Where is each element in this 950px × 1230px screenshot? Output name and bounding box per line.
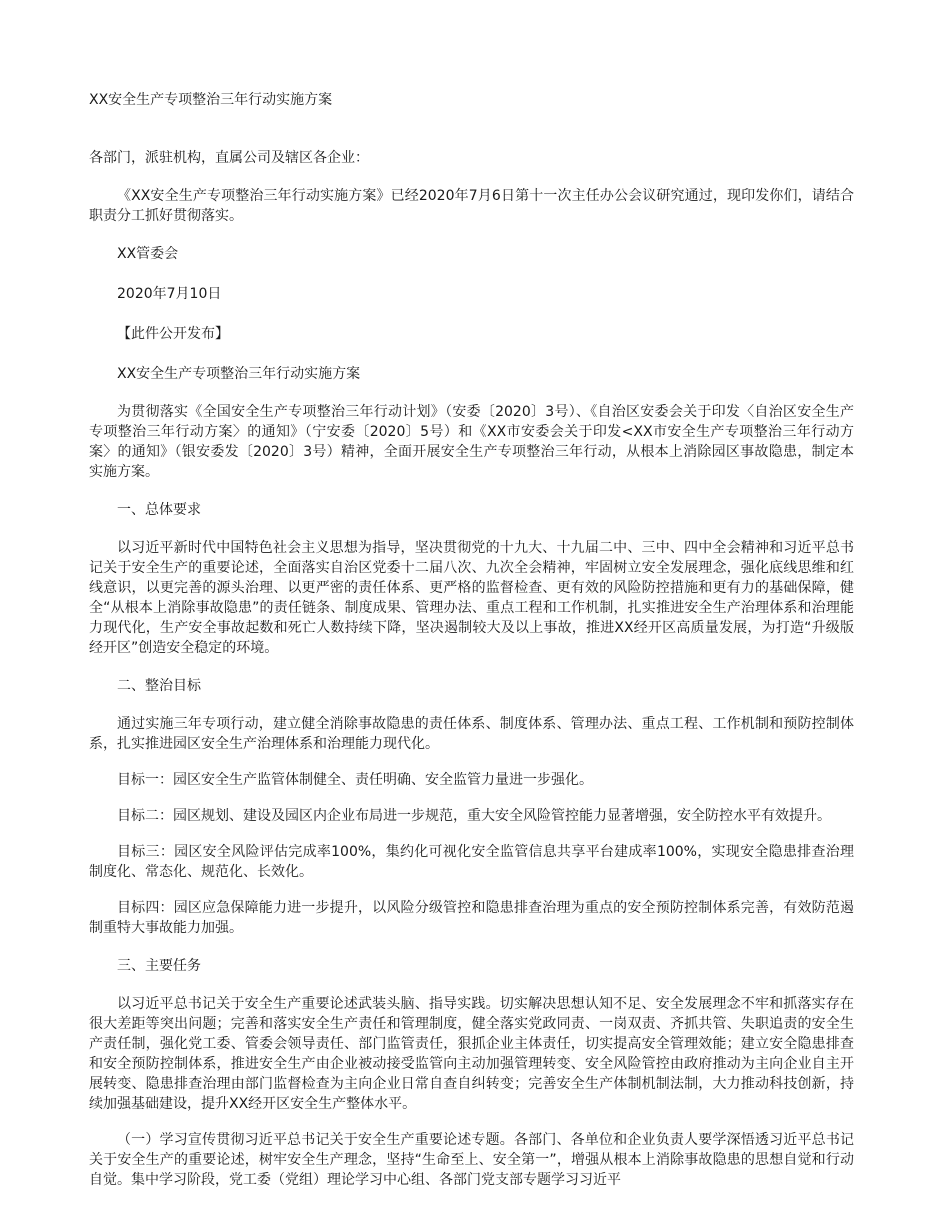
goal-1: 目标一：园区安全生产监管体制健全、责任明确、安全监管力量进一步强化。 <box>117 772 593 788</box>
section-heading-2: 二、整治目标 <box>117 678 201 694</box>
goal-4: 目标四：园区应急保障能力进一步提升，以风险分级管控和隐患排查治理为重点的安全预防控制体系完善，有效防范遏制重特大事故能力加强。 <box>89 900 854 936</box>
task-1-paragraph: （一）学习宣传贯彻习近平总书记关于安全生产重要论述专题。各部门、各单位和企业负责人要学深悟透习近平总书记关于安全生产的重要论述，树牢安全生产理念，坚持“生命至上、安全第一”，增强从根本上消除事故隐患的思想自觉和行动自觉。集中学习阶段，党工委（党组）理论学习中心组、各部门党支部专题学习习近平 <box>89 1132 854 1188</box>
plan-title: XX安全生产专项整治三年行动实施方案 <box>117 366 361 382</box>
goal-3: 目标三：园区安全风险评估完成率100%，集约化可视化安全监管信息共享平台建成率100%，实现安全隐患排查治理制度化、常态化、规范化、长效化。 <box>89 844 854 880</box>
section-heading-3: 三、主要任务 <box>117 958 201 974</box>
document-title: XX安全生产专项整治三年行动实施方案 <box>89 92 333 108</box>
issue-date: 2020年7月10日 <box>117 286 222 302</box>
intro-paragraph: 《XX安全生产专项整治三年行动实施方案》已经2020年7月6日第十一次主任办公会议研究通过，现印发你们，请结合职责分工抓好贯彻落实。 <box>89 188 854 224</box>
goal-2: 目标二：园区规划、建设及园区内企业布局进一步规范，重大安全风险管控能力显著增强，安全防控水平有效提升。 <box>117 808 831 824</box>
section-2-paragraph: 通过实施三年专项行动，建立健全消除事故隐患的责任体系、制度体系、管理办法、重点工程、工作机制和预防控制体系，扎实推进园区安全生产治理体系和治理能力现代化。 <box>89 716 854 752</box>
salutation: 各部门，派驻机构，直属公司及辖区各企业： <box>89 150 369 166</box>
document-body <box>89 88 854 1190</box>
preamble-paragraph: 为贯彻落实《全国安全生产专项整治三年行动计划》（安委〔2020〕3号）、《自治区安委会关于印发〈自治区安全生产专项整治三年行动方案〉的通知》（宁安委〔2020〕5号）和《XX市安委会关于印发<XX市安全生产专项整治三年行动方案〉的通知》（银安委发〔2020〕3号）精神，全面开展安全生产专项整治三年行动，从根本上消除园区事故隐患，制定本实施方案。 <box>89 404 854 480</box>
section-1-paragraph: 以习近平新时代中国特色社会主义思想为指导，坚决贯彻党的十九大、十九届二中、三中、四中全会精神和习近平总书记关于安全生产的重要论述，全面落实自治区党委十二届八次、九次全会精神，牢固树立安全发展理念，强化底线思维和红线意识，以更完善的源头治理、以更严密的责任体系、更严格的监督检查、更有效的风险防控措施和更有力的基础保障，健全“从根本上消除事故隐患”的责任链条、制度成果、管理办法、重点工程和工作机制，扎实推进安全生产治理体系和治理能力现代化，生产安全事故起数和死亡人数持续下降，坚决遏制较大及以上事故，推进XX经开区高质量发展，为打造“升级版经开区”创造安全稳定的环境。 <box>89 540 854 656</box>
section-3-paragraph: 以习近平总书记关于安全生产重要论述武装头脑、指导实践。切实解决思想认知不足、安全发展理念不牢和抓落实存在很大差距等突出问题；完善和落实安全生产责任和管理制度，健全落实党政同责、一岗双责、齐抓共管、失职追责的安全生产责任制，强化党工委、管委会领导责任、部门监管责任，狠抓企业主体责任，切实提高安全管理效能；建立安全隐患排查和安全预防控制体系，推进安全生产由企业被动接受监管向主动加强管理转变、安全风险管控由政府推动为主向企业自主开展转变、隐患排查治理由部门监督检查为主向企业日常自查自纠转变；完善安全生产体制机制法制，大力推动科技创新，持续加强基础建设，提升XX经开区安全生产整体水平。 <box>89 996 854 1112</box>
issuer: XX管委会 <box>117 246 179 262</box>
publish-note: 【此件公开发布】 <box>117 326 229 342</box>
section-heading-1: 一、总体要求 <box>117 502 201 518</box>
